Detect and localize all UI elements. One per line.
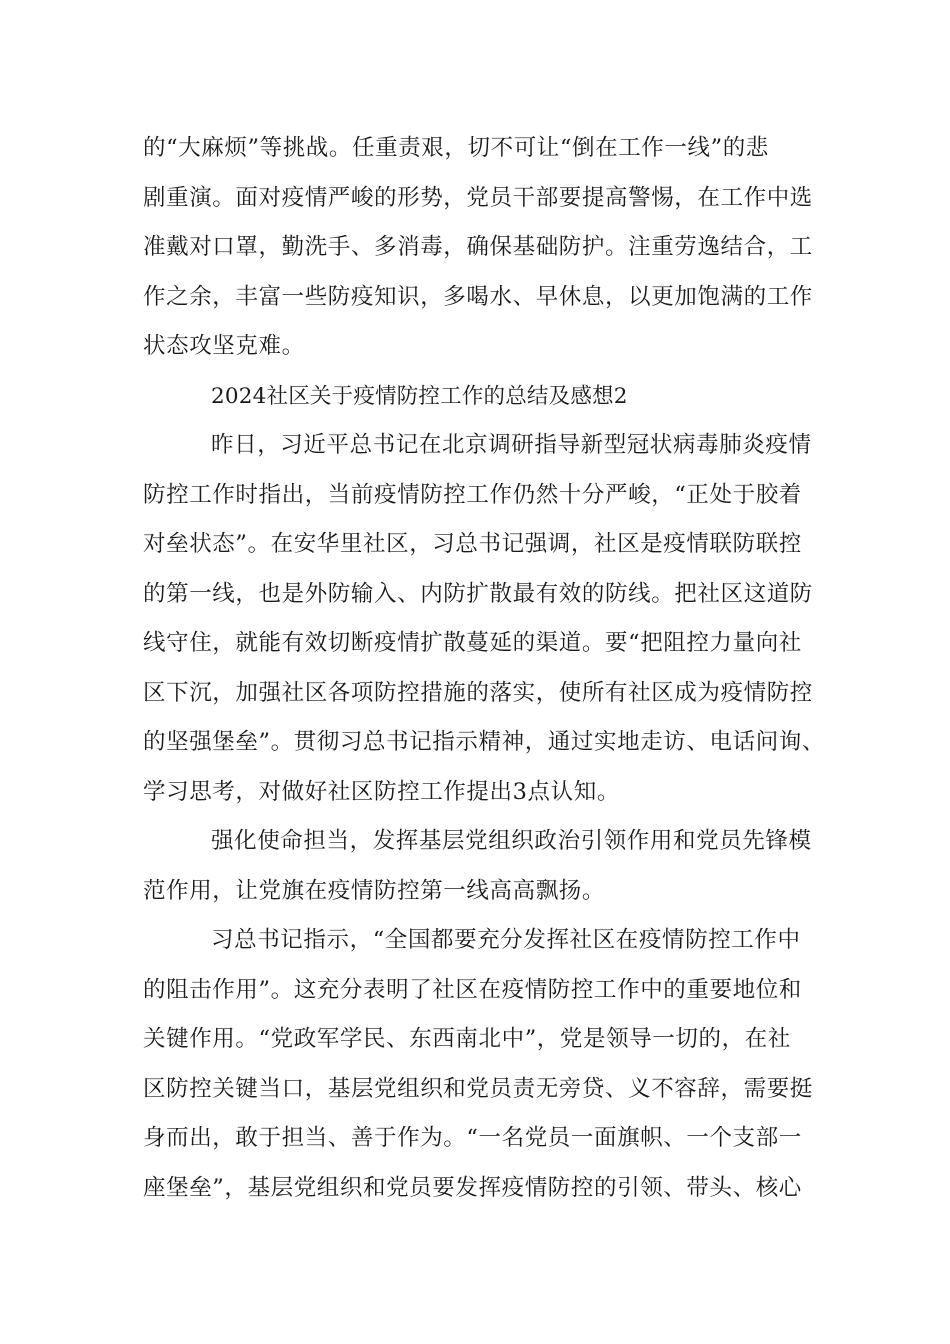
text-line: 昨日，习近平总书记在北京调研指导新型冠状病毒肺炎疫情: [211, 432, 812, 458]
text-line: 关键作用。“党政军学民、东西南北中”，党是领导一切的，在社: [143, 1026, 791, 1052]
text-line: 区下沉，加强社区各项防控措施的落实，使所有社区成为疫情防控: [143, 679, 813, 706]
text-line: 的“大麻烦”等挑战。任重责艰，切不可让“倒在工作一线”的悲: [143, 135, 769, 161]
section-heading: 2024社区关于疫情防控工作的总结及感想2: [211, 383, 628, 409]
paragraph-explanation: [143, 916, 823, 1213]
text-line: 的阻击作用”。这充分表明了社区在疫情防控工作中的重要地位和: [143, 976, 802, 1003]
text-line: 强化使命担当，发挥基层党组织政治引领作用和党员先锋模: [211, 828, 812, 854]
paragraph-intro: [143, 421, 826, 817]
text-line: 区防控关键当口，基层党组织和党员责无旁贷、义不容辞，需要挺: [143, 1075, 813, 1102]
text-line: 线守住，就能有效切断疫情扩散蔓延的渠道。要“把阻控力量向社: [143, 630, 802, 656]
text-line: 防控工作时指出，当前疫情防控工作仍然十分严峻，“正处于胶着: [143, 481, 802, 508]
text-line: 范作用，让党旗在疫情防控第一线高高飘扬。: [143, 877, 606, 904]
text-line: 身而出，敢于担当、善于作为。“一名党员一面旗帜、一个支部一: [143, 1125, 802, 1151]
document-body: [143, 124, 826, 1213]
text-line: 的坚强堡垒”。贯彻习总书记指示精神，通过实地走访、电话问询、: [143, 729, 826, 755]
text-line: 状态攻坚克难。: [143, 333, 305, 359]
text-line: 对垒状态”。在安华里社区，习总书记强调，社区是疫情联防联控: [143, 531, 802, 557]
paragraph-continuation: [143, 124, 823, 372]
text-line: 准戴对口罩，勤洗手、多消毒，确保基础防护。注重劳逸结合，工: [143, 234, 813, 260]
text-line: 习总书记指示，“全国都要充分发挥社区在疫情防控工作中: [211, 927, 801, 953]
text-line: 作之余，丰富一些防疫知识，多喝水、早休息，以更加饱满的工作: [143, 283, 813, 310]
text-line: 座堡垒”，基层党组织和党员要发挥疫情防控的引领、带头、核心: [143, 1174, 802, 1201]
text-line: 的第一线，也是外防输入、内防扩散最有效的防线。把社区这道防: [143, 580, 813, 607]
paragraph-point-one: [143, 817, 823, 916]
text-line: 学习思考，对做好社区防控工作提出3点认知。: [143, 778, 620, 805]
text-line: 剧重演。面对疫情严峻的形势，党员干部要提高警惕，在工作中选: [143, 184, 813, 211]
